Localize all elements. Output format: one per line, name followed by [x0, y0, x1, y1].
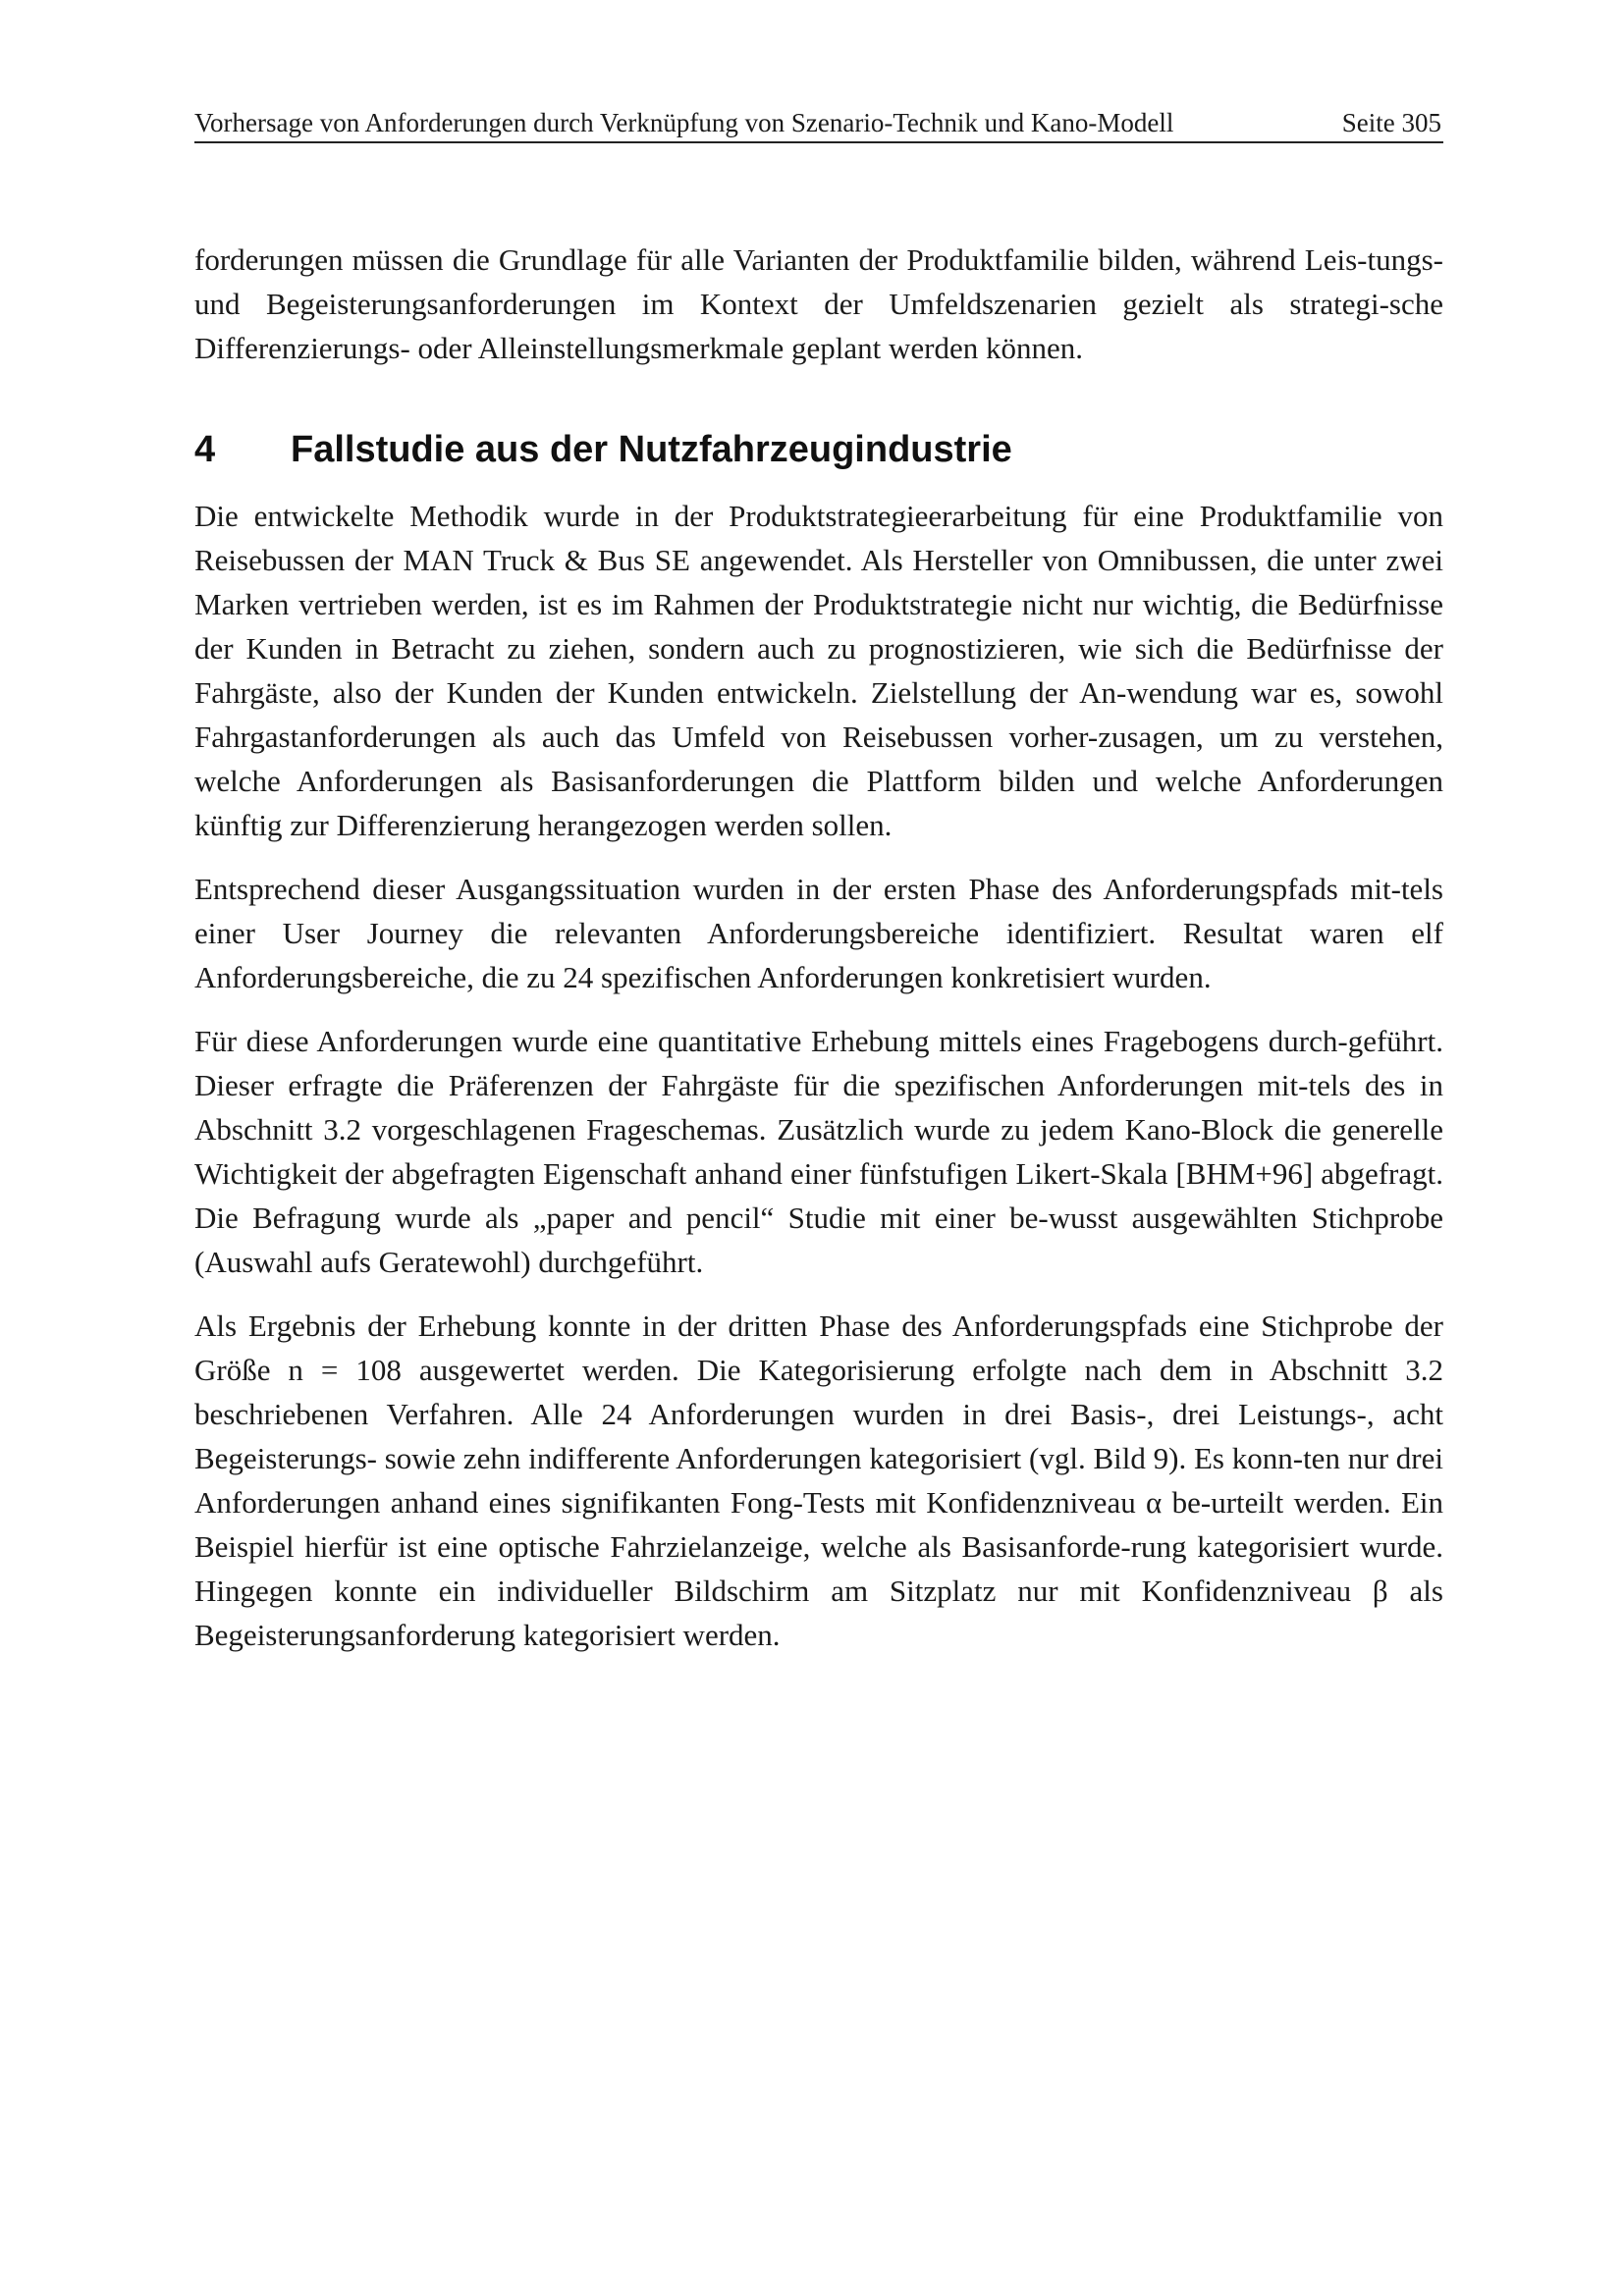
running-header	[194, 106, 1443, 143]
intro-paragraph: forderungen müssen die Grundlage für alle Varianten der Produktfamilie bilden, während Leis-tungs- und Begeisterungsanforderungen im Kontext der Umfeldszenarien gezielt als strategi-sche Differenzierungs- oder Alleinstellungsmerkmale geplant werden können.	[194, 242, 1443, 365]
running-header-title: Vorhersage von Anforderungen durch Verknüpfung von Szenario-Technik und Kano-Modell	[194, 108, 1174, 137]
section-heading	[194, 427, 1443, 472]
body-paragraph-3: Für diese Anforderungen wurde eine quantitative Erhebung mittels eines Fragebogens durch-geführt. Dieser erfragte die Präferenzen der Fahrgäste für die spezifischen Anforderungen mit-tels des in Abschnitt 3.2 vorgeschlagenen Frageschemas. Zusätzlich wurde zu jedem Kano-Block die generelle Wichtigkeit der abgefragten Eigenschaft anhand einer fünfstufigen Likert-Skala [BHM+96] abgefragt. Die Befragung wurde als „paper and pencil“ Studie mit einer be-wusst ausgewählten Stichprobe (Auswahl aufs Geratewohl) durchgeführt.	[194, 1024, 1443, 1279]
document-page	[194, 106, 1443, 1657]
section-title: Fallstudie aus der Nutzfahrzeugindustrie	[291, 429, 1012, 470]
body-paragraph-2: Entsprechend dieser Ausgangssituation wurden in der ersten Phase des Anforderungspfads mit-tels einer User Journey die relevanten Anforderungsbereiche identifiziert. Resultat waren elf Anforderungsbereiche, die zu 24 spezifischen Anforderungen konkretisiert wurden.	[194, 872, 1443, 994]
section-number: 4	[194, 429, 216, 470]
body-paragraph-1: Die entwickelte Methodik wurde in der Produktstrategieerarbeitung für eine Produktfamilie von Reisebussen der MAN Truck & Bus SE angewendet. Als Hersteller von Omnibussen, die unter zwei Marken vertrieben werden, ist es im Rahmen der Produktstrategie nicht nur wichtig, die Bedürfnisse der Kunden in Betracht zu ziehen, sondern auch zu prognostizieren, wie sich die Bedürfnisse der Fahrgäste, also der Kunden der Kunden entwickeln. Zielstellung der An-wendung war es, sowohl Fahrgastanforderungen als auch das Umfeld von Reisebussen vorher-zusagen, um zu verstehen, welche Anforderungen als Basisanforderungen die Plattform bilden und welche Anforderungen künftig zur Differenzierung herangezogen werden sollen.	[194, 499, 1443, 842]
page-number: Seite 305	[1341, 108, 1441, 137]
body-paragraph-4: Als Ergebnis der Erhebung konnte in der dritten Phase des Anforderungspfads eine Stichprobe der Größe n = 108 ausgewertet werden. Die Kategorisierung erfolgte nach dem in Abschnitt 3.2 beschriebenen Verfahren. Alle 24 Anforderungen wurden in drei Basis-, drei Leistungs-, acht Begeisterungs- sowie zehn indifferente Anforderungen kategorisiert (vgl. Bild 9). Es konn-ten nur drei Anforderungen anhand eines signifikanten Fong-Tests mit Konfidenzniveau α be-urteilt werden. Ein Beispiel hierfür ist eine optische Fahrzielanzeige, welche als Basisanforde-rung kategorisiert wurde. Hingegen konnte ein individueller Bildschirm am Sitzplatz nur mit Konfidenzniveau β als Begeisterungsanforderung kategorisiert werden.	[194, 1308, 1443, 1652]
